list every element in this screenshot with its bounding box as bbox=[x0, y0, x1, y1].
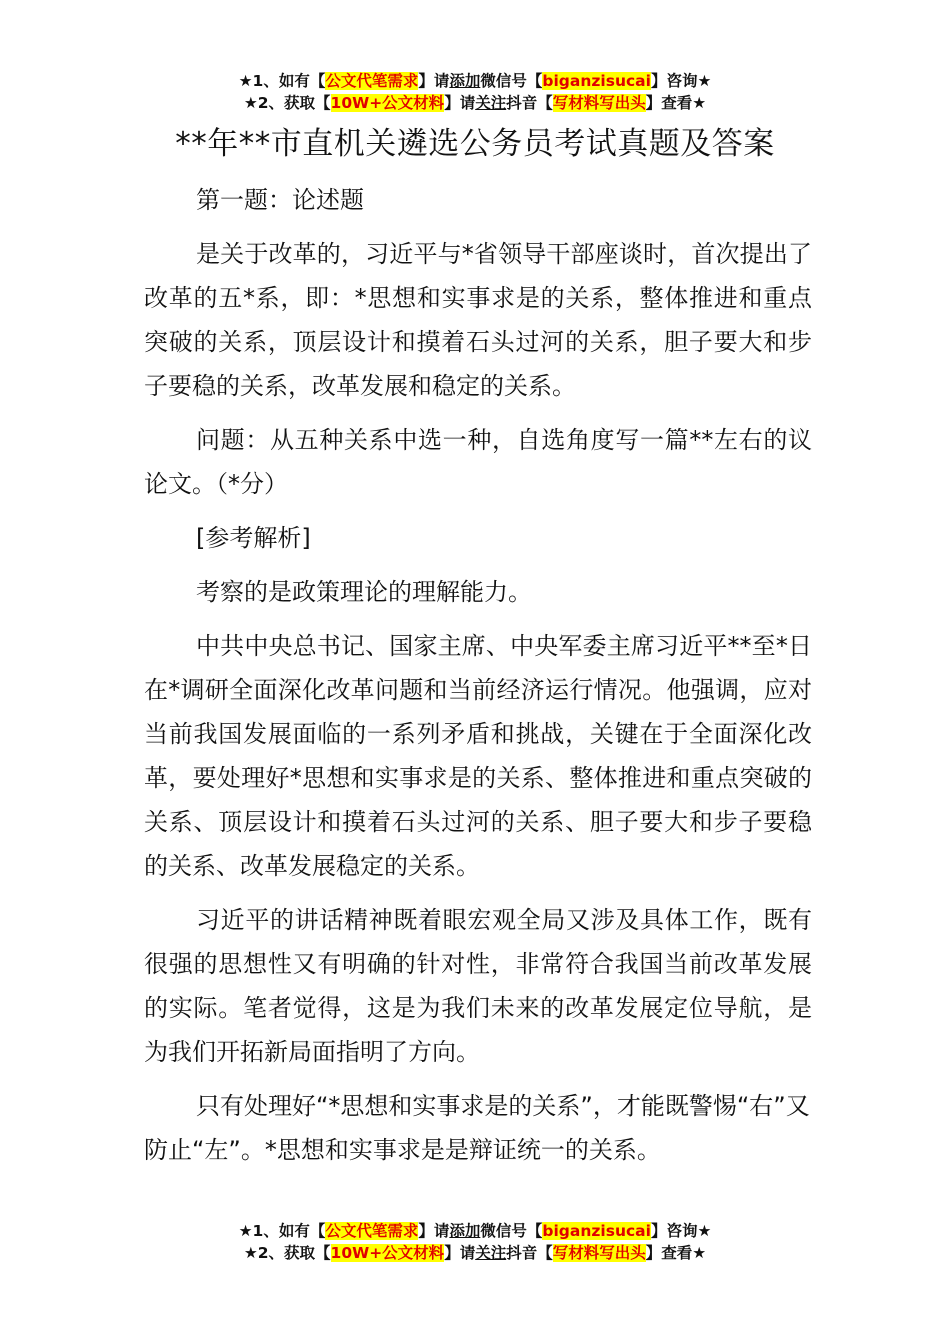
promo-text: 抖音【 bbox=[506, 1244, 553, 1262]
promo-text: 抖音【 bbox=[506, 94, 553, 112]
promo-text: ★1、如有【 bbox=[238, 1222, 326, 1240]
promo-underline: 添加 bbox=[449, 72, 481, 90]
promo-line-1 bbox=[0, 70, 950, 92]
promo-highlight: 写材料写出头 bbox=[552, 1244, 646, 1262]
promo-highlight: biganzisucai bbox=[542, 72, 651, 90]
promo-text: 】查看★ bbox=[645, 94, 707, 112]
promo-text: 】请 bbox=[418, 1222, 450, 1240]
promo-text: ★2、获取【 bbox=[243, 1244, 331, 1262]
promo-banner-bottom bbox=[0, 1220, 950, 1264]
promo-line-2 bbox=[0, 92, 950, 114]
section-heading: 第一题：论述题 bbox=[196, 186, 364, 214]
promo-text: ★1、如有【 bbox=[238, 72, 326, 90]
promo-highlight: 公文代笔需求 bbox=[325, 1222, 419, 1240]
paragraph: 习近平的讲话精神既着眼宏观全局又涉及具体工作，既有很强的思想性又有明确的针对性，非常符合我国当前改革发展的实际。笔者觉得，这是为我们未来的改革发展定位导航，是为我们开拓新局面指明了方向。 bbox=[144, 906, 812, 1066]
promo-highlight: 公文代笔需求 bbox=[325, 72, 419, 90]
paragraph: 只有处理好“*思想和实事求是的关系”，才能既警惕“右”又防止“左”。*思想和实事求是是辩证统一的关系。 bbox=[144, 1092, 810, 1164]
promo-underline: 关注 bbox=[475, 1244, 507, 1262]
promo-text: 】咨询★ bbox=[650, 1222, 712, 1240]
promo-text: 微信号【 bbox=[480, 1222, 543, 1240]
document-body bbox=[144, 178, 812, 1182]
paragraph: 是关于改革的，习近平与*省领导干部座谈时，首次提出了改革的五*系，即：*思想和实事求是的关系，整体推进和重点突破的关系，顶层设计和摸着石头过河的关系，胆子要大和步子要稳的关系，改革发展和稳定的关系。 bbox=[144, 240, 812, 400]
promo-underline: 添加 bbox=[449, 1222, 481, 1240]
promo-text: 】查看★ bbox=[645, 1244, 707, 1262]
promo-text: 】请 bbox=[444, 94, 476, 112]
promo-line-1 bbox=[0, 1220, 950, 1242]
promo-text: 】咨询★ bbox=[650, 72, 712, 90]
promo-highlight: 10W+公文材料 bbox=[330, 1244, 445, 1262]
promo-text: 】请 bbox=[444, 1244, 476, 1262]
promo-text: 】请 bbox=[418, 72, 450, 90]
promo-banner-top bbox=[0, 70, 950, 114]
promo-highlight: biganzisucai bbox=[542, 1222, 651, 1240]
promo-highlight: 10W+公文材料 bbox=[330, 94, 445, 112]
paragraph: 中共中央总书记、国家主席、中央军委主席习近平**至*日在*调研全面深化改革问题和当前经济运行情况。他强调，应对当前我国发展面临的一系列矛盾和挑战，关键在于全面深化改革，要处理好*思想和实事求是的关系、整体推进和重点突破的关系、顶层设计和摸着石头过河的关系、胆子要大和步子要稳的关系、改革发展稳定的关系。 bbox=[144, 632, 812, 880]
page-title: **年**市直机关遴选公务员考试真题及答案 bbox=[175, 126, 775, 162]
analysis-heading: [参考解析] bbox=[196, 524, 311, 552]
promo-highlight: 写材料写出头 bbox=[552, 94, 646, 112]
paragraph: 考察的是政策理论的理解能力。 bbox=[196, 578, 532, 606]
promo-underline: 关注 bbox=[475, 94, 507, 112]
promo-text: ★2、获取【 bbox=[243, 94, 331, 112]
promo-line-2 bbox=[0, 1242, 950, 1264]
question-paragraph: 问题：从五种关系中选一种，自选角度写一篇**左右的议论文。（*分） bbox=[144, 426, 812, 498]
promo-text: 微信号【 bbox=[480, 72, 543, 90]
